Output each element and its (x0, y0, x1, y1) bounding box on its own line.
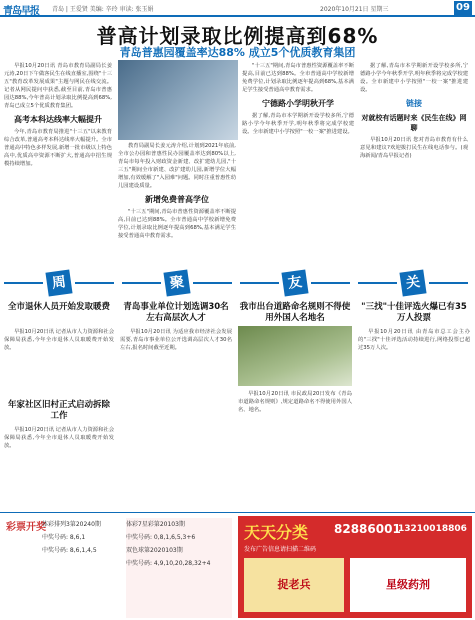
ad-title: 天天分类 (244, 523, 309, 542)
ad-sub-1: 捉老兵 (244, 558, 344, 612)
body-paragraph: "十三五"期间,青岛市普惠性资源覆盖率不断提高,目前已达到88%。全市普通高中学校新增免费学位,计划录取比例逐年提高到68%,基本满足学生接受普通高中教育需求。 (118, 209, 236, 239)
section-banner-2 (118, 268, 236, 298)
article-column-4 (360, 62, 468, 262)
body-paragraph: 教育局副局长姜元涛介绍,计划到2021年底前,全市公办园和普惠性民办园覆盖率达到80%以上,青岛市每年投入财政资金新建、改扩建幼儿园,"十三五"期间全市新建、改扩建幼儿园,新增学位大幅增加,有效缓解了"入园难"问题。同时注重普惠性幼儿园建设质量。 (118, 143, 236, 189)
banner-char: 聚 (163, 269, 190, 296)
body-paragraph: 早报10月20日讯 您对青岛市教育有什么意见和建议?欢迎拨打民生在线电话参与。(观海新闻/青岛早报记者) (360, 137, 468, 159)
masthead (0, 0, 475, 17)
body-paragraph: "十三五"期间,青岛市普惠性资源覆盖率不断提高,目前已达到88%。全市普通高中学校新增免费学位,计划录取比例逐年提高到68%,基本满足学生接受普通高中教育需求。 (242, 63, 354, 93)
page-number: 09 (454, 1, 472, 15)
ad-phone-2: 13210018806 (398, 524, 467, 534)
body-paragraph: 今年,青岛市教育局推进"十三五"以来教育综合改革,普通高考本科达线率大幅提升。全市普通高中特色多样发展,新增一批市级以上特色高中,优质高中资源不断扩大,普通高中招生规模持续增加。 (4, 129, 112, 167)
ad-phone-1: 82886001 (334, 522, 401, 536)
lottery-title: 彩票开奖 (6, 522, 46, 533)
news-photo (118, 60, 238, 140)
newspaper-logo: 青岛早报 (3, 6, 39, 17)
divider (0, 512, 475, 513)
article-column-3 (242, 62, 354, 262)
section-heading: 高考本科达线率大幅提升 (14, 115, 102, 124)
section-banner-1 (0, 268, 118, 298)
body-paragraph: 据了解,青岛市本学期新开设学校多所,宁德路小学今年秋季开学,明年秋季将完成学校建设。全市新建中小学按照"一校一案"推进建设。 (360, 63, 468, 93)
section-heading: 宁德路小学明秋开学 (262, 99, 334, 108)
ad-strip: 发布广告信息请扫描二维码 (244, 546, 317, 553)
lead-paragraph: 早报10月20日讯 青岛市教育局副局长姜元涛,20日下午做客民生在线直播室,围绕"十三五"教育改革发展成果"主题与网民在线交流。记者从网民提问中获悉,截至目前,青岛市普惠园达88%,今年普高计划录取比例提高到68%,青岛已成立5个优质教育集团。 (4, 63, 112, 109)
road-photo (238, 326, 352, 386)
section-banner-4 (354, 268, 472, 298)
ad-sub-2: 星级药剂 (350, 558, 466, 612)
main-headline: 普高计划录取比例提高到68% (96, 24, 379, 48)
story-text-5: 早报10月20日讯 记者从市人力资源和社会保障局获悉,今年全市退休人员取暖费开始发放。 (4, 427, 114, 449)
story-text-4: 早报10月20日讯 由青岛市总工会主办的"三找"十佳评选活动持续进行,网络投票已超过35万人次。 (358, 329, 470, 351)
story-text-3: 早报10月20日讯 市民政局20日发布《青岛市道路命名规则》,规定道路命名不得使用外国人名、地名。 (238, 391, 352, 413)
link-heading: 链接 (406, 99, 422, 108)
body-paragraph: 据了解,青岛市本学期新开设学校多所,宁德路小学今年秋季开学,明年秋季将完成学校建设。全市新建中小学按照"一校一案"推进建设。 (242, 113, 354, 135)
section-heading: 新增免费普高学位 (145, 195, 209, 204)
story-title-3: 我市出台道路命名规则不得使用外国人名地名 (239, 302, 351, 323)
story-title-4: "三找"十佳评选火爆已有35万人投票 (361, 302, 467, 323)
story-title-5: 年家社区旧村正式启动拆除工作 (7, 400, 110, 421)
story-title-1: 全市退休人员开始发取暖费 (7, 302, 110, 312)
sub-headline: 青岛普惠园覆盖率达88% 成立5个优质教育集团 (119, 46, 356, 59)
article-column-2 (118, 142, 236, 262)
editors-line: 青岛 | 王爱贤 美编: 辛玲 审读: 张玉娟 (52, 6, 154, 13)
lottery-list: 体彩排列3第20240期 中奖号码: 8,6,1 中奖号码: 8,6,1,4,5 (42, 521, 101, 554)
lottery-list-2: 体彩7星彩第20103期 中奖号码: 0,8,1,6,5,3+6 双色球第2020103期 中奖号码: 4,9,10,20,28,32+4 (126, 518, 232, 618)
banner-char: 关 (399, 269, 426, 296)
article-column-1 (4, 62, 112, 262)
link-title: 对就校有话题时来《民生在线》网聊 (361, 114, 467, 132)
page-date: 2020年10月21日 星期三 (320, 6, 389, 13)
story-text-1: 早报10月20日讯 记者从市人力资源和社会保障局获悉,今年全市退休人员取暖费开始发放。 (4, 329, 114, 351)
section-banner-3 (236, 268, 354, 298)
classified-ad (238, 516, 472, 618)
story-text-2: 早报10月20日讯 为适应我市经济社会发展需要,青岛市事业单位公开选调高层次人才30名左右,报名时间截至近期。 (120, 329, 232, 351)
banner-char: 友 (281, 269, 308, 296)
story-title-2: 青岛事业单位计划选调30名左右高层次人才 (123, 302, 229, 323)
banner-char: 周 (45, 269, 72, 296)
